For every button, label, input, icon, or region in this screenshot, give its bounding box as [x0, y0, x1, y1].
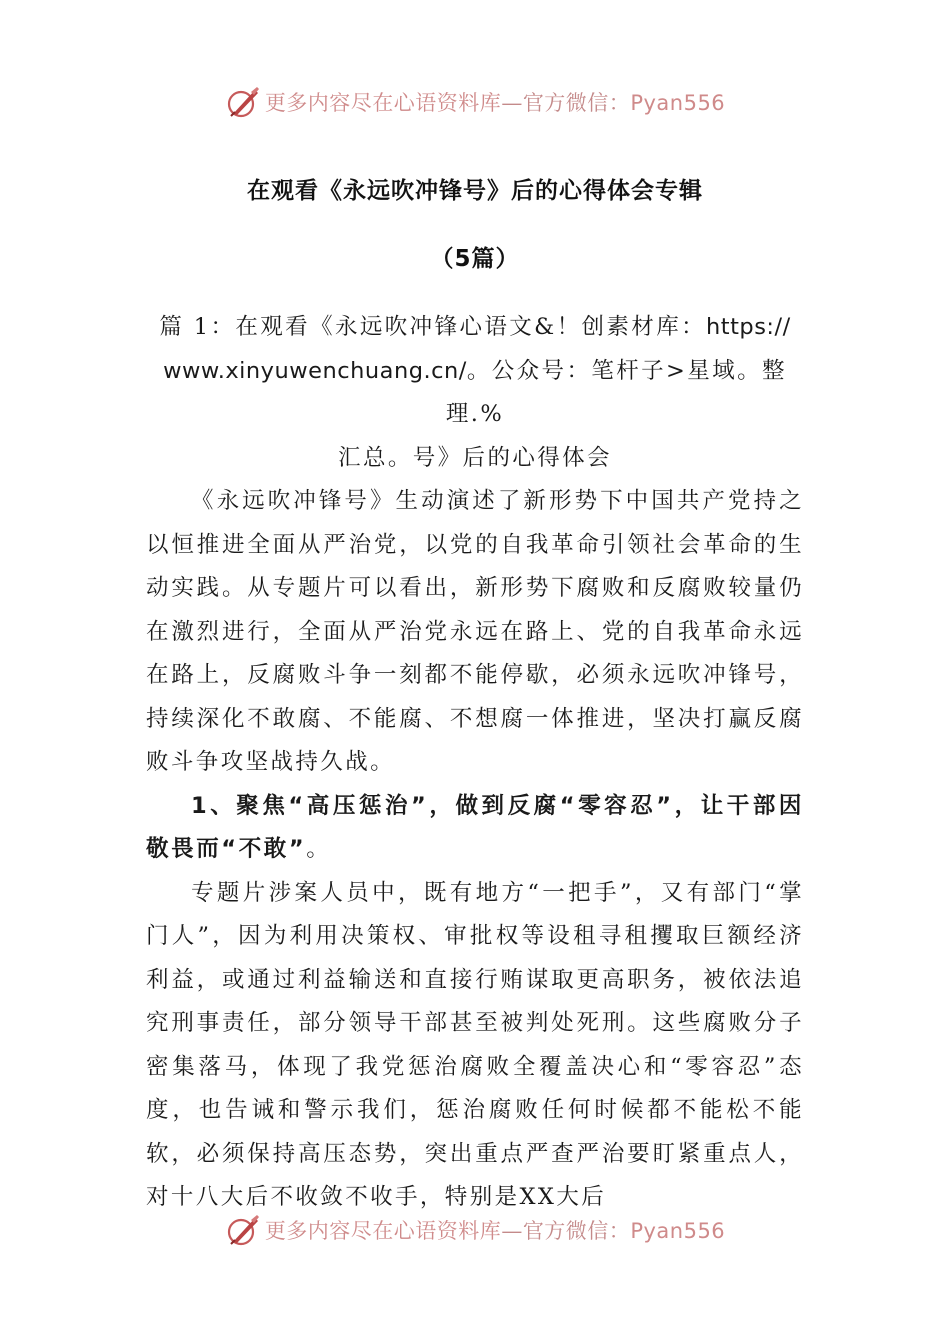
piece-title-line-3: 汇总。号》后的心得体会: [338, 444, 612, 471]
quill-pen-logo-icon: [225, 1212, 261, 1248]
document-title: 在观看《永远吹冲锋号》后的心得体会专辑: [247, 178, 703, 204]
section-heading-1: 1、聚焦“高压惩治”，做到反腐“零容忍”，让干部因敬畏而“不敢”。: [146, 792, 804, 862]
banner-official-label: 官方微信：: [522, 91, 631, 115]
quill-pen-logo-icon: [225, 84, 261, 120]
banner-main-text: 更多内容尽在心语资料库: [264, 1219, 502, 1243]
document-body: [146, 306, 804, 1220]
banner-main-text: 更多内容尽在心语资料库: [264, 91, 502, 115]
paragraph-section-1: 专题片涉案人员中，既有地方“一把手”，又有部门“掌门人”，因为利用决策权、审批权等设租寻租攫取巨额经济利益，或通过利益输送和直接行贿谋取更高职务，被依法追究刑事责任，部分领导干部甚至被判处死刑。这些腐败分子密集落马，体现了我党惩治腐败全覆盖决心和“零容忍”态度，也告诫和警示我们，惩治腐败任何时候都不能松不能软，必须保持高压态势，突出重点严查严治要盯紧重点人，对十八大后不收敛不收手，特别是XX大后: [146, 879, 804, 1210]
banner-dash: —: [501, 1219, 523, 1243]
banner-official-label: 官方微信：: [522, 1219, 631, 1243]
document-subtitle: （5篇）: [430, 246, 520, 272]
banner-wechat-id: Pyan556: [630, 1219, 726, 1243]
piece-title-line-1: 篇 1：在观看《永远吹冲锋心语文&！创素材库：https://: [159, 314, 791, 340]
banner-wechat-id: Pyan556: [630, 91, 726, 115]
header-banner: [0, 82, 950, 122]
banner-dash: —: [501, 91, 523, 115]
piece-title-line-2: www.xinyuwenchuang.cn/。公众号：笔杆子>星域。整理.%: [163, 357, 787, 427]
paragraph-intro: 《永远吹冲锋号》生动演述了新形势下中国共产党持之以恒推进全面从严治党，以党的自我革命引领社会革命的生动实践。从专题片可以看出，新形势下腐败和反腐败较量仍在激烈进行，全面从严治党永远在路上、党的自我革命永远在路上，反腐败斗争一刻都不能停歇，必须永远吹冲锋号，持续深化不敢腐、不能腐、不想腐一体推进，坚决打赢反腐败斗争攻坚战持久战。: [146, 488, 804, 775]
footer-banner: [0, 1210, 950, 1250]
